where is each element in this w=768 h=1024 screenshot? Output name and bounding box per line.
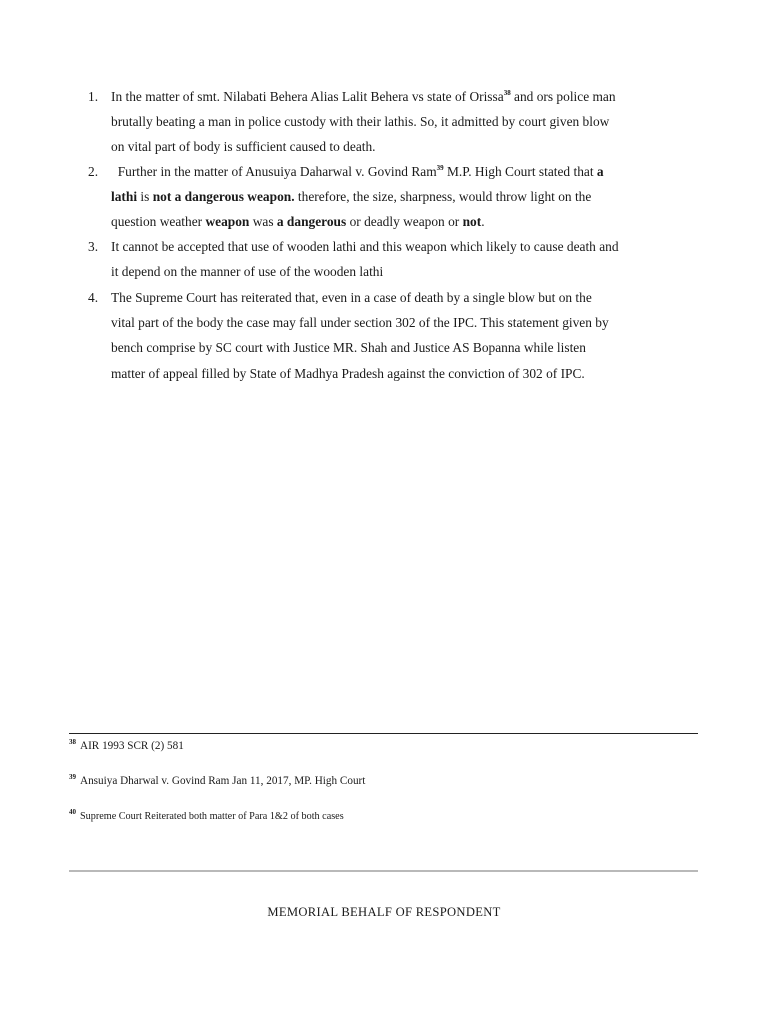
item-4-line-3: bench comprise by SC court with Justice MR. Shah and Justice AS Bopanna while listen (111, 340, 586, 355)
item-3-line-1: It cannot be accepted that use of wooden lathi and this weapon which likely to cause death and (111, 239, 619, 254)
list-number-1: 1. (88, 89, 99, 104)
page-footer: MEMORIAL BEHALF OF RESPONDENT (267, 905, 501, 919)
list-number-3: 3. (88, 239, 99, 254)
item-2-line-2-text: is (137, 189, 153, 204)
item-1-line-1-text: In the matter of smt. Nilabati Behera Alias Lalit Behera vs state of Orissa (111, 89, 504, 104)
item-1-line-3: on vital part of body is sufficient caused to death. (111, 139, 376, 154)
item-2-line-1-text-cont: M.P. High Court stated that (443, 164, 597, 179)
footnote-mark-40: 40 (69, 808, 76, 816)
item-2-bold-a: a (596, 164, 604, 179)
item-1-line-1-text-cont: and ors police man (510, 89, 616, 104)
list-number-4: 4. (88, 290, 99, 305)
footnote-39 (69, 771, 365, 789)
item-4-line-2: vital part of the body the case may fall under section 302 of the IPC. This statement given by (111, 315, 609, 330)
footnote-text-39: Ansuiya Dharwal v. Govind Ram Jan 11, 2017, MP. High Court (80, 775, 366, 787)
item-2-line-3-text-2: was (249, 214, 277, 229)
item-2-line-3-period: . (481, 214, 485, 229)
footnote-mark-39: 39 (69, 773, 76, 781)
item-2-bold-a-dangerous: a dangerous (276, 214, 347, 229)
item-2-line-2-text-cont: therefore, the size, sharpness, would throw light on the (294, 189, 592, 204)
footnote-separator (69, 733, 698, 734)
item-2-bold-lathi: lathi (111, 189, 138, 204)
item-2-line-1-text: Further in the matter of Anusuiya Daharwal v. Govind Ram (111, 164, 437, 179)
list-number-2: 2. (88, 164, 99, 179)
item-2-bold-weapon: weapon (205, 214, 250, 229)
footnote-text-40: Supreme Court Reiterated both matter of Para 1&2 of both cases (80, 811, 344, 822)
item-2-bold-not: not (462, 214, 482, 229)
footnote-38 (69, 736, 184, 754)
item-1-line-1 (111, 88, 616, 108)
footnote-mark-38: 38 (69, 738, 76, 746)
item-2-line-2 (111, 188, 591, 206)
item-2-line-3 (111, 213, 485, 231)
item-4-line-4: matter of appeal filled by State of Madhya Pradesh against the conviction of 302 of IPC. (111, 366, 585, 381)
footnote-text-38: AIR 1993 SCR (2) 581 (80, 740, 184, 752)
item-2-line-1 (111, 163, 604, 183)
item-2-line-3-text: question weather (111, 214, 206, 229)
footer-separator (69, 870, 698, 872)
item-4-line-1: The Supreme Court has reiterated that, even in a case of death by a single blow but on the (111, 290, 592, 305)
item-3-line-2: it depend on the manner of use of the wooden lathi (111, 264, 384, 279)
footnote-ref-38[interactable]: 38 (503, 89, 511, 97)
footnote-ref-39[interactable]: 39 (436, 164, 444, 172)
footnote-40 (69, 806, 344, 824)
item-1-line-2: brutally beating a man in police custody with their lathis. So, it admitted by court given blow (111, 114, 610, 129)
item-2-line-3-text-3: or deadly weapon or (346, 214, 463, 229)
item-2-bold-not-dangerous: not a dangerous weapon. (152, 189, 295, 204)
